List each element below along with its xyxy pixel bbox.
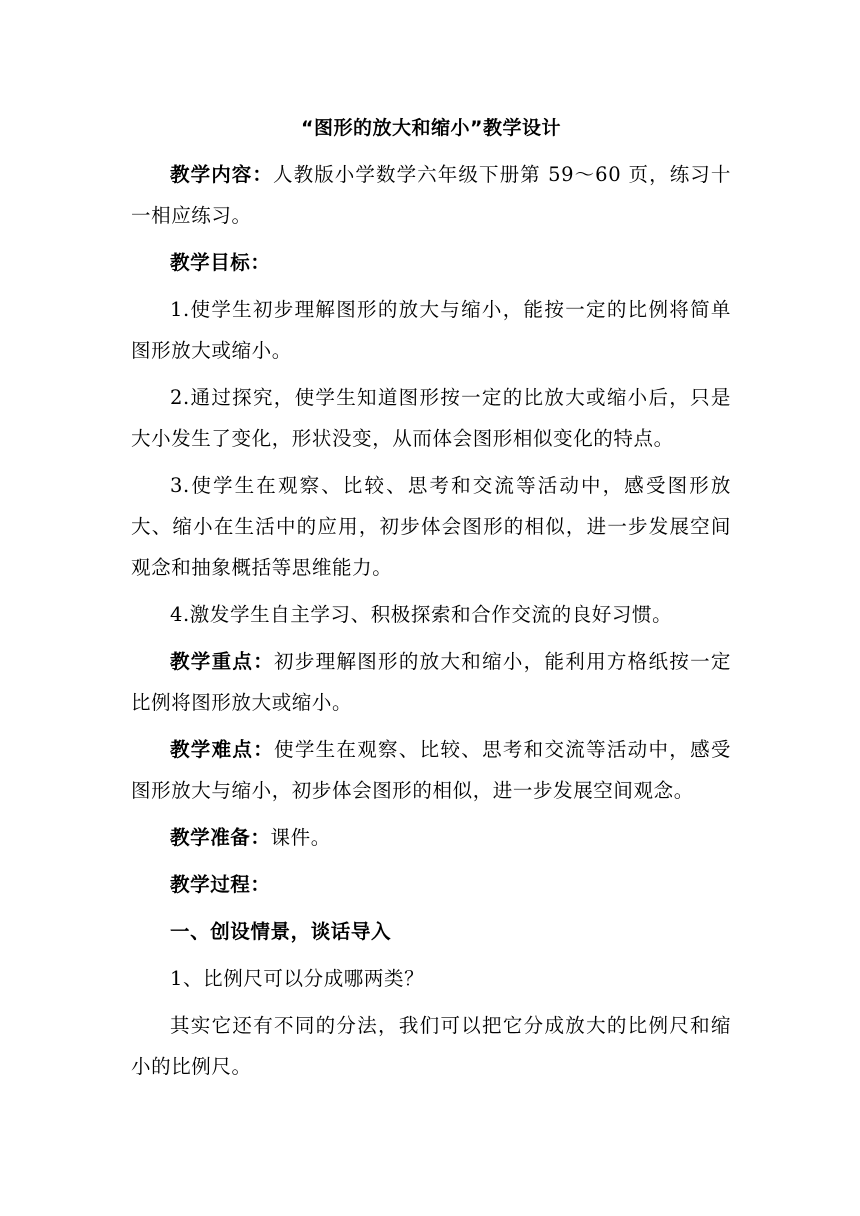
teaching-difficulty [131,729,731,811]
objective-item-1: 1.使学生初步理解图形的放大与缩小，能按一定的比例将简单图形放大或缩小。 [131,298,731,362]
objective-item-2: 2.通过探究，使学生知道图形按一定的比放大或缩小后，只是大小发生了变化，形状没变，从而体会图形相似变化的特点。 [131,386,731,450]
teaching-objectives-heading [131,242,731,283]
objective-item-4: 4.激发学生自主学习、积极探索和合作交流的良好习惯。 [170,603,673,626]
teaching-preparation-label: 教学准备： [170,826,271,849]
teaching-objectives-label: 教学目标： [170,251,271,274]
teaching-preparation [131,817,731,858]
teaching-difficulty-label: 教学难点： [170,738,275,761]
teaching-process-label: 教学过程： [170,873,271,896]
teaching-key-point [131,641,731,723]
teaching-process-heading [131,864,731,905]
teaching-key-point-label: 教学重点： [170,650,275,673]
objective-item-3: 3.使学生在观察、比较、思考和交流等活动中，感受图形放大、缩小在生活中的应用，初步体会图形的相似，进一步发展空间观念和抽象概括等思维能力。 [131,474,731,579]
section-1-question-1: 1、比例尺可以分成哪两类？ [170,967,425,990]
teaching-preparation-text: 课件。 [270,826,331,849]
teaching-content [131,154,731,236]
section-1-heading: 一、创设情景，谈话导入 [170,920,392,943]
section-1-paragraph-1: 其实它还有不同的分法，我们可以把它分成放大的比例尺和缩小的比例尺。 [131,1014,731,1078]
teaching-content-text: 人教版小学数学六年级下册第 59～60 页，练习十一相应练习。 [131,163,731,227]
teaching-difficulty-text: 使学生在观察、比较、思考和交流等活动中，感受图形放大与缩小，初步体会图形的相似，进一步发展空间观念。 [131,738,731,802]
teaching-key-point-text: 初步理解图形的放大和缩小，能利用方格纸按一定比例将图形放大或缩小。 [131,650,731,714]
document-title: “图形的放大和缩小”教学设计 [301,117,561,139]
document-body [131,110,731,1093]
teaching-content-label: 教学内容： [170,163,273,186]
